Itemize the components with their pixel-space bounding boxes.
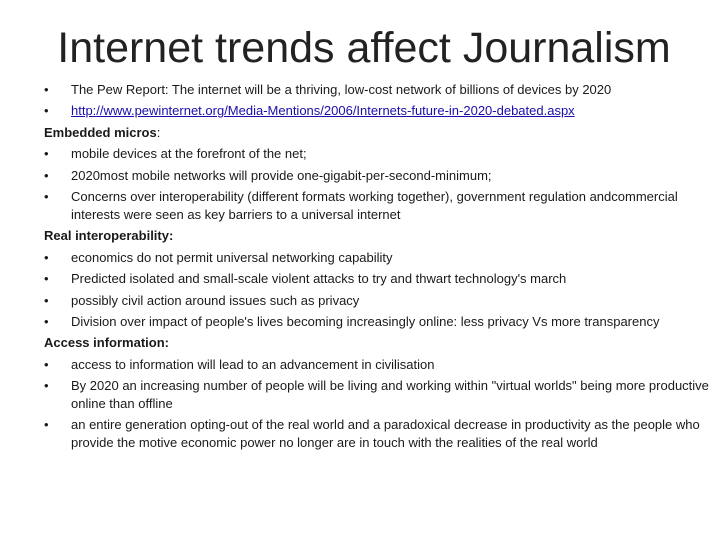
section-heading xyxy=(44,124,712,142)
bullet-icon: • xyxy=(44,188,49,204)
bullet-icon: • xyxy=(44,103,49,119)
bullet-icon: • xyxy=(44,356,49,372)
section-heading-suffix: : xyxy=(156,124,161,140)
list-item xyxy=(44,145,712,163)
bullet-icon: • xyxy=(44,378,49,394)
list-item xyxy=(44,377,712,413)
list-item xyxy=(44,416,712,452)
list-item xyxy=(44,167,712,185)
pew-report-link[interactable]: http://www.pewinternet.org/Media-Mentions/2006/Internets-future-in-2020-debated.aspx xyxy=(71,103,575,119)
list-item-text: By 2020 an increasing number of people will be living and working within "virtual worlds" being more productive online than offline xyxy=(71,378,709,412)
list-item-text: 2020most mobile networks will provide one-gigabit-per-second-minimum; xyxy=(71,167,492,183)
list-item xyxy=(44,313,712,331)
list-item-text: economics do not permit universal networking capability xyxy=(71,249,393,265)
list-item xyxy=(44,270,712,288)
bullet-icon: • xyxy=(44,271,49,287)
bullet-icon: • xyxy=(44,292,49,308)
list-item-text: an entire generation opting-out of the real world and a paradoxical decrease in productivity as the people who provide the motive economic power no longer are in touch with the realities of the real world xyxy=(71,417,700,451)
list-item xyxy=(44,188,712,224)
bullet-icon: • xyxy=(44,249,49,265)
list-item-text: access to information will lead to an advancement in civilisation xyxy=(71,356,435,372)
list-item-text: Division over impact of people's lives becoming increasingly online: less privacy Vs more transparency xyxy=(71,313,660,329)
list-item xyxy=(44,292,712,310)
list-item-text: The Pew Report: The internet will be a thriving, low-cost network of billions of devices by 2020 xyxy=(71,82,612,97)
section-heading-label: Real interoperability: xyxy=(44,228,174,244)
bullet-icon: • xyxy=(44,167,49,183)
list-item xyxy=(44,81,712,99)
list-item xyxy=(44,249,712,267)
bullet-icon: • xyxy=(44,82,49,97)
list-item-text: Predicted isolated and small-scale violent attacks to try and thwart technology's march xyxy=(71,271,567,287)
slide-content xyxy=(44,81,712,456)
list-item-text: Concerns over interoperability (different formats working together), government regulation andcommercial interests were seen as key barriers to a universal internet xyxy=(71,188,678,222)
list-item xyxy=(44,102,712,120)
list-item-text: possibly civil action around issues such as privacy xyxy=(71,292,360,308)
list-item-text: mobile devices at the forefront of the net; xyxy=(71,146,307,162)
slide-title: Internet trends affect Journalism xyxy=(57,24,671,72)
section-heading-label: Access information: xyxy=(44,335,169,351)
section-heading-label: Embedded micros xyxy=(44,124,157,140)
section-heading xyxy=(44,227,712,245)
bullet-icon: • xyxy=(44,417,49,433)
bullet-icon: • xyxy=(44,146,49,162)
list-item xyxy=(44,356,712,374)
section-heading xyxy=(44,334,712,352)
bullet-icon: • xyxy=(44,313,49,329)
